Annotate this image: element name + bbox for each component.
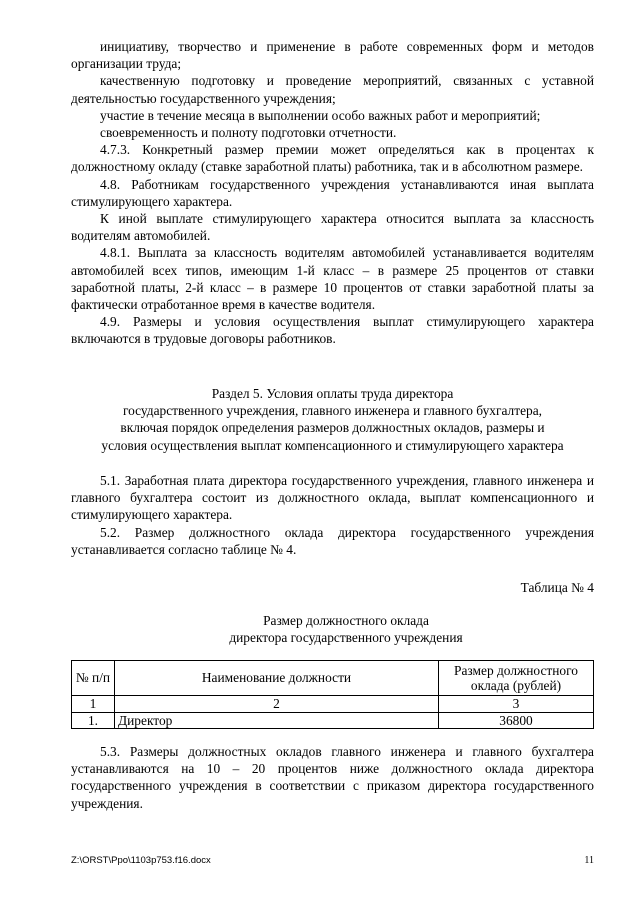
paragraph: 4.9. Размеры и условия осуществления выплат стимулирующего характера включаются в трудовые договоры работников. (71, 314, 594, 347)
paragraph: К иной выплате стимулирующего характера относится выплата за классность водителям автомобилей. (71, 211, 594, 244)
table-row (72, 712, 594, 729)
header-position: Наименование должности (115, 661, 439, 696)
paragraph: 5.1. Заработная плата директора государственного учреждения, главного инженера и главного бухгалтера состоит из должностного оклада, выплат компенсационного и стимулирующего характера. (71, 473, 594, 523)
row-num: 1. (72, 712, 115, 729)
paragraph: 4.8. Работникам государственного учреждения устанавливаются иная выплата стимулирующего характера. (71, 176, 594, 209)
text-block-bottom (71, 743, 594, 812)
index-cell: 1 (72, 696, 115, 713)
index-cell: 2 (115, 696, 439, 713)
table-index-row (72, 696, 594, 713)
paragraph: 4.7.3. Конкретный размер премии может определяться как в процентах к должностному окладу (ставке заработной платы) работника, так и в абсолютном размере. (71, 142, 594, 175)
paragraph: своевременность и полноту подготовки отчетности. (100, 125, 397, 141)
section-heading (71, 385, 594, 454)
header-num: № п/п (72, 661, 115, 696)
footer-file-path: Z:\ORST\Ppo\1103p753.f16.docx (71, 855, 211, 866)
page-number: 11 (584, 855, 594, 866)
paragraph: участие в течение месяца в выполнении особо важных работ и мероприятий; (100, 107, 541, 123)
heading-line: условия осуществления выплат компенсационного и стимулирующего характера (101, 437, 564, 453)
index-cell: 3 (439, 696, 594, 713)
row-salary: 36800 (439, 712, 594, 729)
row-position: Директор (115, 712, 439, 729)
table-label: Таблица № 4 (520, 580, 594, 595)
paragraph: 4.8.1. Выплата за классность водителям автомобилей устанавливается водителям автомобилей всех типов, имеющим 1-й класс – в размере 25 процентов от ставки заработной платы, 2-й класс – в размере 10 процентов от ставки заработной платы за фактически отработанное время в качестве водителя. (71, 245, 594, 313)
table-header-row (72, 661, 594, 696)
heading-line: включая порядок определения размеров должностных окладов, размеры и (120, 420, 545, 436)
heading-line: государственного учреждения, главного инженера и главного бухгалтера, (122, 403, 543, 419)
table-title-line: директора государственного учреждения (229, 630, 463, 646)
text-block-mid (71, 472, 594, 558)
paragraph: инициативу, творчество и применение в работе современных форм и методов организации труда; (71, 39, 594, 72)
salary-table (71, 660, 594, 729)
paragraph: качественную подготовку и проведение мероприятий, связанных с уставной деятельностью государственного учреждения; (71, 73, 594, 106)
paragraph: 5.2. Размер должностного оклада директора государственного учреждения устанавливается согласно таблице № 4. (71, 524, 594, 557)
table-title (71, 612, 621, 646)
header-salary: Размер должностного оклада (рублей) (439, 661, 594, 696)
paragraph: 5.3. Размеры должностных окладов главного инженера и главного бухгалтера устанавливаются на 10 – 20 процентов ниже должностного оклада директора государственного учреждения в соответствии с приказом директора государственного учреждения. (71, 744, 594, 811)
text-block-top (71, 38, 594, 348)
heading-line: Раздел 5. Условия оплаты труда директора (211, 386, 454, 401)
table-title-line: Размер должностного оклада (263, 613, 429, 628)
